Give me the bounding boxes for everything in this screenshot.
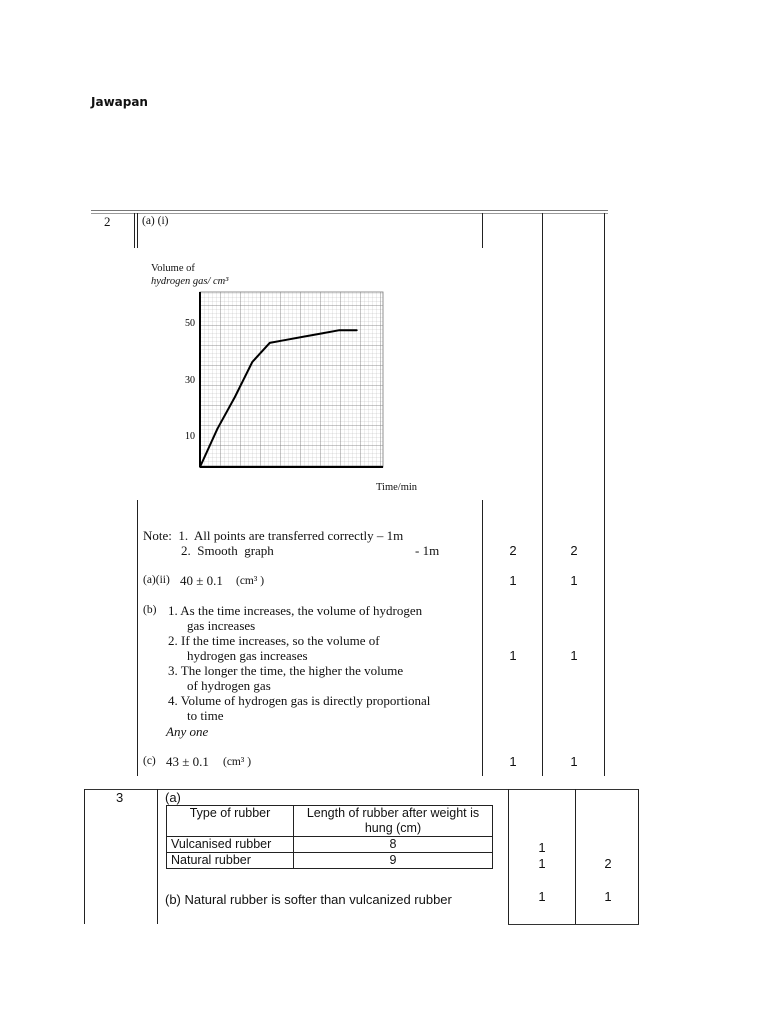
note-line-2: 2. Smooth graph	[181, 543, 274, 558]
y-tick-10: 10	[185, 431, 195, 442]
y-tick-50: 50	[185, 318, 195, 329]
q2-c-unit: (cm³ )	[223, 756, 252, 768]
q2-b-item: 3. The longer the time, the higher the volume	[168, 663, 404, 678]
q3-total-mark: 2	[604, 856, 612, 871]
rubber-length-table	[166, 805, 493, 869]
table-cell: 9	[294, 853, 493, 869]
q2-col-sub-upper	[482, 213, 483, 248]
q3-left-border	[84, 789, 85, 924]
table-header-row	[167, 806, 493, 837]
q2-right-border	[604, 213, 605, 776]
q3-part-b: (b) Natural rubber is softer than vulcanized rubber	[165, 892, 452, 907]
q2-a-ii-sub-mark: 1	[509, 573, 517, 588]
table-header-cell: Length of rubber after weight is hung (cm)	[294, 806, 493, 837]
q2-a-ii-unit: (cm³ )	[236, 575, 265, 587]
q2-a-ii-label: (a)(ii)	[143, 574, 170, 586]
q2-b-answers	[168, 603, 430, 723]
q3-right-border	[638, 789, 639, 924]
q2-divider-upper-b	[137, 213, 138, 248]
graph-ylabel-line2: hydrogen gas/ cm³	[151, 276, 229, 287]
q2-b-any-one: Any one	[166, 724, 209, 739]
page-title: Jawapan	[91, 95, 148, 109]
q3-bottom-border	[508, 924, 639, 925]
q2-b-item: hydrogen gas increases	[187, 648, 308, 663]
q2-b-item: 1. As the time increases, the volume of hydrogen	[168, 603, 423, 618]
data-point	[339, 329, 341, 331]
q3-number: 3	[116, 790, 124, 805]
q2-divider-upper	[134, 213, 135, 248]
q3-col-total	[575, 789, 576, 924]
q2-col-sub-lower	[482, 500, 483, 776]
data-point	[286, 339, 288, 341]
table-cell: Vulcanised rubber	[167, 837, 294, 853]
q2-part-a-i: (a) (i)	[142, 215, 169, 227]
q3-part-a: (a)	[165, 790, 181, 805]
q3-total-mark: 1	[604, 889, 612, 904]
q2-b-item: of hydrogen gas	[187, 678, 271, 693]
q3-col-sub	[508, 789, 509, 924]
q2-b-label: (b)	[143, 604, 157, 616]
q3-sub-mark: 1	[538, 889, 546, 904]
data-point	[356, 329, 358, 331]
q2-a-i-total-mark: 2	[570, 543, 578, 558]
graph-ylabel-line1: Volume of	[151, 263, 195, 274]
q2-a-ii-value: 40 ± 0.1	[180, 573, 223, 588]
q2-c-sub-mark: 1	[509, 754, 517, 769]
table-cell: 8	[294, 837, 493, 853]
table-header-cell: Type of rubber	[167, 806, 294, 837]
graph-y-ticks	[185, 318, 195, 442]
y-tick-30: 30	[185, 375, 195, 386]
note-line-1: Note: 1. All points are transferred correctly – 1m	[143, 528, 404, 543]
q2-divider-lower	[137, 500, 138, 776]
table-row	[167, 837, 493, 853]
q2-c-value: 43 ± 0.1	[166, 754, 209, 769]
data-point	[321, 333, 323, 335]
table-top-border	[91, 210, 608, 211]
data-point	[199, 466, 201, 468]
data-point	[269, 342, 271, 344]
q2-b-item: gas increases	[187, 618, 256, 633]
table-row	[167, 853, 493, 869]
q3-number-divider	[157, 789, 158, 924]
q2-a-ii-total-mark: 1	[570, 573, 578, 588]
table-top-border-inner	[91, 213, 608, 214]
q2-b-total-mark: 1	[570, 648, 578, 663]
table-cell: Natural rubber	[167, 853, 294, 869]
data-point	[252, 361, 254, 363]
data-point	[217, 428, 219, 430]
q2-number: 2	[104, 214, 111, 229]
q2-b-sub-mark: 1	[509, 648, 517, 663]
q2-col-total-divider	[542, 213, 543, 776]
q2-b-item: to time	[187, 708, 224, 723]
q3-sub-mark: 1	[538, 856, 546, 871]
q2-b-item: 2. If the time increases, so the volume of	[168, 633, 380, 648]
q3-sub-mark: 1	[538, 840, 546, 855]
q2-b-item: 4. Volume of hydrogen gas is directly proportional	[168, 693, 431, 708]
note-line-2-mark: - 1m	[415, 543, 440, 558]
data-point	[304, 336, 306, 338]
q2-a-i-sub-mark: 2	[509, 543, 517, 558]
graph-xlabel: Time/min	[376, 482, 418, 493]
q2-c-label: (c)	[143, 755, 156, 767]
graph-grid	[200, 292, 383, 467]
hydrogen-volume-graph	[180, 285, 420, 500]
data-point	[234, 396, 236, 398]
q2-c-total-mark: 1	[570, 754, 578, 769]
